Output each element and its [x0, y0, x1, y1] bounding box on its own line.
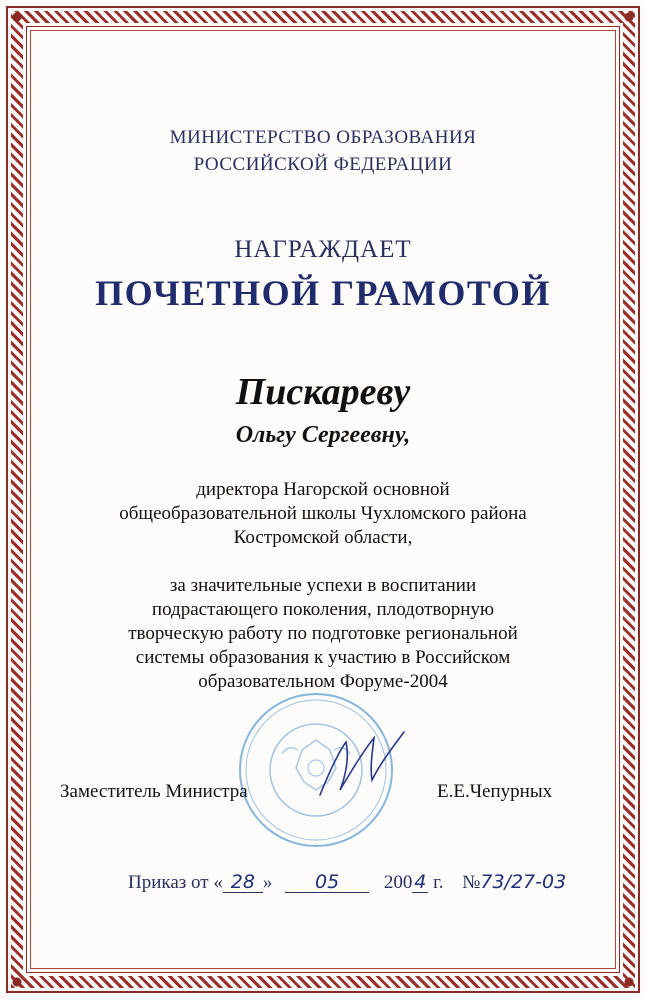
recipient-position [0, 478, 646, 550]
position-line: общеобразовательной школы Чухломского района [119, 503, 527, 524]
award-reason [0, 574, 646, 694]
position-line: Костромской области, [233, 527, 413, 548]
recipient-surname: Пискареву [235, 371, 411, 413]
order-year-suffix: г. [433, 872, 444, 893]
order-year-prefix: 200 [383, 872, 413, 893]
awards-heading: НАГРАЖДАЕТ [234, 236, 412, 263]
order-month: 05 [285, 872, 369, 893]
ministry-header [0, 124, 646, 178]
reason-line: образовательном Форуме-2004 [198, 671, 448, 692]
corner-ornament [6, 971, 28, 993]
order-quote-close: » [262, 872, 273, 893]
order-prefix: Приказ от « [128, 872, 223, 893]
signatory-title: Заместитель Министра [60, 781, 248, 802]
ministry-line-2: РОССИЙСКОЙ ФЕДЕРАЦИИ [193, 154, 453, 175]
reason-line: за значительные успехи в воспитании [169, 575, 477, 596]
certificate-title: ПОЧЕТНОЙ ГРАМОТОЙ [95, 273, 551, 313]
position-line: директора Нагорской основной [196, 479, 450, 500]
order-number-sign: № [462, 872, 481, 893]
corner-ornament [618, 971, 640, 993]
handwritten-signature [300, 720, 410, 800]
corner-ornament [6, 6, 28, 28]
reason-line: творческую работу по подготовке региональной [128, 623, 518, 644]
order-year-digit: 4 [414, 871, 427, 893]
signatory-name: Е.Е.Чепурных [437, 781, 553, 802]
reason-line: подрастающего поколения, плодотворную [151, 599, 495, 620]
order-day: 28 [223, 872, 263, 893]
reason-line: системы образования к участию в Российском [135, 647, 511, 668]
order-number: 73/27-03 [480, 871, 567, 893]
order-line [128, 871, 566, 894]
ministry-line-1: МИНИСТЕРСТВО ОБРАЗОВАНИЯ [169, 127, 477, 148]
recipient-given-names: Ольгу Сергеевну, [235, 422, 411, 448]
corner-ornament [618, 6, 640, 28]
